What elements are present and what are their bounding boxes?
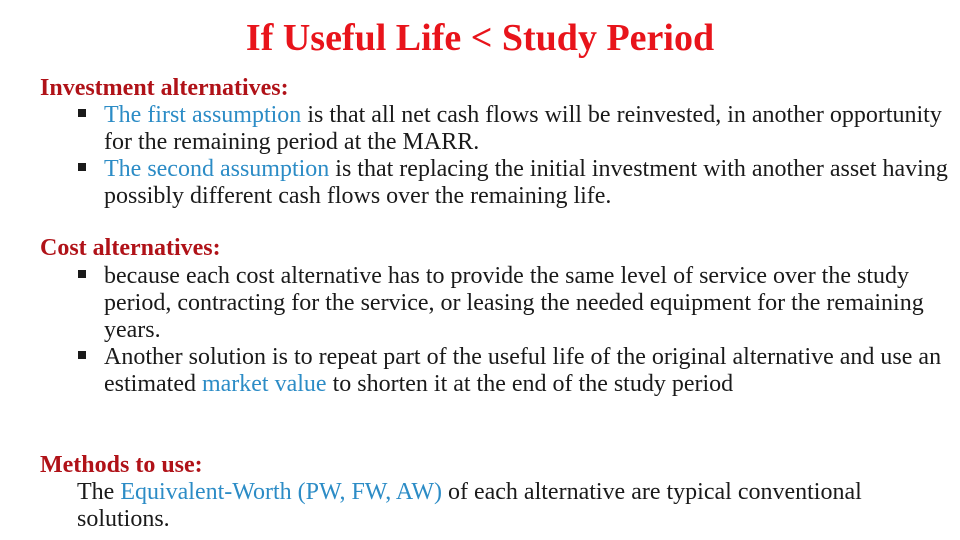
cost-bullet-1 — [78, 263, 948, 344]
highlight-first-assumption: The first assumption — [104, 102, 302, 128]
square-bullet-icon — [78, 351, 86, 359]
cost-heading: Cost alternatives: — [40, 235, 221, 261]
methods-heading: Methods to use: — [40, 452, 203, 478]
bullet-text — [104, 156, 948, 210]
highlight-equivalent-worth: Equivalent-Worth (PW, FW, AW) — [120, 479, 442, 505]
bullet-text — [104, 344, 948, 398]
cost-bullet-2 — [78, 344, 948, 398]
highlight-market-value: market value — [201, 371, 327, 397]
investment-bullet-2 — [78, 156, 948, 210]
bullet-post: to shorten it at the end of the study period — [326, 371, 734, 397]
highlight-second-assumption: The second assumption — [104, 156, 330, 182]
investment-heading: Investment alternatives: — [40, 75, 289, 101]
square-bullet-icon — [78, 270, 86, 278]
methods-post: of each alternative are typical conventional solutions. — [77, 479, 862, 532]
methods-text — [77, 479, 937, 533]
bullet-rest: is that replacing the initial investment with another asset having possibly different cash flows over the remaining life. — [104, 156, 948, 209]
bullet-text: because each cost alternative has to provide the same level of service over the study period, contracting for the service, or leasing the needed equipment for the remaining years. — [104, 263, 924, 343]
bullet-rest: is that all net cash flows will be reinvested, in another opportunity for the remaining period at the MARR. — [104, 102, 942, 155]
bullet-text — [104, 102, 948, 156]
slide-title: If Useful Life < Study Period — [245, 17, 715, 59]
square-bullet-icon — [78, 163, 86, 171]
bullet-pre: Another solution is to repeat part of the useful life of the original alternative and use an estimated — [104, 344, 942, 397]
investment-bullet-1 — [78, 102, 948, 156]
methods-pre: The — [77, 479, 121, 505]
square-bullet-icon — [78, 109, 86, 117]
